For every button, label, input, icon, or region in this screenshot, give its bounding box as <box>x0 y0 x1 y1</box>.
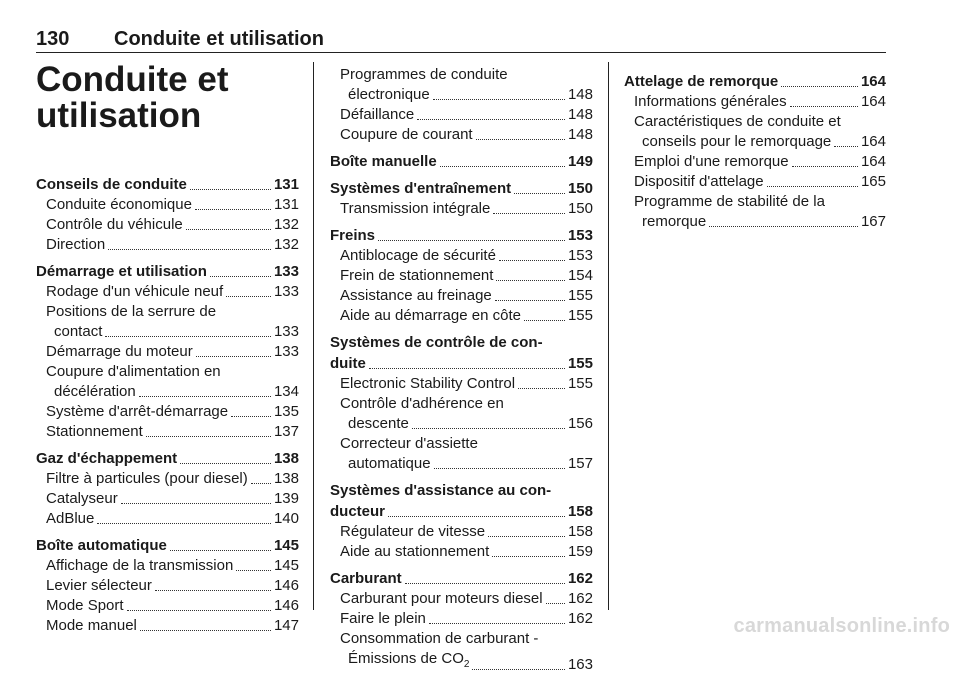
section-title: Boîte manuelle <box>330 153 437 170</box>
entry-title: Carburant pour moteurs diesel <box>340 590 543 607</box>
page-ref: 135 <box>273 403 299 420</box>
section-title: Démarrage et utilisation <box>36 263 207 280</box>
toc-entry[interactable] <box>330 306 593 326</box>
entry-title: Aide au stationnement <box>340 543 490 560</box>
dot-leader <box>146 436 271 437</box>
page-ref: 140 <box>273 510 299 527</box>
entry-title-line[interactable]: Caractéristiques de conduite et <box>634 113 841 130</box>
entry-title: Mode manuel <box>46 617 137 634</box>
dot-leader <box>433 99 565 100</box>
dot-leader <box>499 260 565 261</box>
dot-leader <box>251 483 271 484</box>
toc-entry[interactable] <box>330 414 593 434</box>
entry-title-line[interactable]: Programme de stabilité de la <box>634 193 825 210</box>
page-ref: 158 <box>567 503 593 520</box>
watermark: carmanualsonline.info <box>733 615 950 637</box>
toc-section[interactable] <box>330 353 593 374</box>
dot-leader <box>790 106 858 107</box>
dot-leader <box>231 416 271 417</box>
entry-title: Levier sélecteur <box>46 577 152 594</box>
dot-leader <box>369 368 565 369</box>
dot-leader <box>709 226 858 227</box>
dot-leader <box>210 276 271 277</box>
dot-leader <box>434 468 565 469</box>
dot-leader <box>476 139 565 140</box>
toc-entry[interactable] <box>330 454 593 474</box>
page-ref: 159 <box>567 543 593 560</box>
page-ref: 164 <box>860 133 886 150</box>
page-ref: 164 <box>860 93 886 110</box>
dot-leader <box>108 249 271 250</box>
toc-entry[interactable] <box>36 342 299 362</box>
entry-title: Stationnement <box>46 423 143 440</box>
page-ref: 162 <box>567 570 593 587</box>
page-ref: 162 <box>567 610 593 627</box>
entry-title: Antiblocage de sécurité <box>340 247 496 264</box>
page-ref: 155 <box>567 375 593 392</box>
toc-entry[interactable] <box>36 215 299 235</box>
entry-title: Frein de stationnement <box>340 267 494 284</box>
page-ref: 148 <box>567 86 593 103</box>
toc-section[interactable] <box>330 501 593 522</box>
toc-entry[interactable] <box>624 132 886 152</box>
dot-leader <box>388 516 565 517</box>
dot-leader <box>105 336 271 337</box>
entry-title: Catalyseur <box>46 490 118 507</box>
page-ref: 148 <box>567 126 593 143</box>
page-ref: 167 <box>860 213 886 230</box>
page-ref: 162 <box>567 590 593 607</box>
toc-entry[interactable] <box>330 374 593 394</box>
dot-leader <box>495 300 565 301</box>
dot-leader <box>140 630 271 631</box>
page-ref: 148 <box>567 106 593 123</box>
dot-leader <box>196 356 271 357</box>
subscript: 2 <box>463 659 470 670</box>
toc-entry[interactable] <box>330 85 593 105</box>
page-ref: 137 <box>273 423 299 440</box>
entry-title: descente <box>348 415 409 432</box>
entry-title: décélération <box>54 383 136 400</box>
page-ref: 150 <box>567 180 593 197</box>
page-ref: 134 <box>273 383 299 400</box>
toc-entry[interactable] <box>36 556 299 576</box>
page-ref: 138 <box>273 470 299 487</box>
dot-leader <box>493 213 565 214</box>
entry-title: Système d'arrêt-démarrage <box>46 403 229 420</box>
toc-entry[interactable] <box>330 649 593 675</box>
dot-leader <box>127 610 271 611</box>
section-title: Carburant <box>330 570 402 587</box>
page-ref: 145 <box>273 557 299 574</box>
section-title-line[interactable] <box>330 332 593 353</box>
toc-entry[interactable] <box>624 212 886 232</box>
toc-entry[interactable] <box>624 152 886 172</box>
page-ref: 139 <box>273 490 299 507</box>
toc-entry[interactable] <box>330 522 593 542</box>
toc-entry[interactable] <box>36 469 299 489</box>
entry-title-line[interactable]: Contrôle d'adhérence en <box>340 395 504 412</box>
page-ref: 155 <box>567 307 593 324</box>
page-ref: 138 <box>273 450 299 467</box>
toc-section[interactable] <box>36 261 299 282</box>
entry-title: Filtre à particules (pour diesel) <box>46 470 248 487</box>
page-ref: 155 <box>567 287 593 304</box>
entry-title: remorque <box>642 213 707 230</box>
page-ref: 146 <box>273 597 299 614</box>
section-title: Gaz d'échappement <box>36 450 178 467</box>
section-title: Attelage de remorque <box>624 73 779 90</box>
dot-leader <box>834 146 858 147</box>
page-header <box>36 28 886 50</box>
section-title: Boîte automatique <box>36 537 167 554</box>
dot-leader <box>139 396 271 397</box>
dot-leader <box>514 193 565 194</box>
entry-title: Aide au démarrage en côte <box>340 307 521 324</box>
dot-leader <box>767 186 858 187</box>
dot-leader <box>412 428 565 429</box>
entry-title: Régulateur de vitesse <box>340 523 486 540</box>
toc-entry[interactable] <box>36 489 299 509</box>
page-ref: 153 <box>567 247 593 264</box>
toc-entry[interactable] <box>330 199 593 219</box>
dot-leader <box>378 240 565 241</box>
toc-entry[interactable] <box>36 422 299 442</box>
page-ref: 155 <box>567 355 593 372</box>
page-ref: 158 <box>567 523 593 540</box>
toc-entry[interactable] <box>330 266 593 286</box>
dot-leader <box>97 523 271 524</box>
chapter-title-line2: utilisation <box>36 96 202 135</box>
section-title-line[interactable] <box>330 480 593 501</box>
toc-entry[interactable] <box>36 402 299 422</box>
chapter-title-line1: Conduite et <box>36 60 229 99</box>
toc-entry[interactable] <box>36 322 299 342</box>
entry-title: Assistance au freinage <box>340 287 492 304</box>
page-ref: 133 <box>273 263 299 280</box>
page-ref: 133 <box>273 323 299 340</box>
page-ref: 131 <box>273 196 299 213</box>
entry-title: Faire le plein <box>340 610 426 627</box>
entry-title: automatique <box>348 455 431 472</box>
dot-leader <box>226 296 271 297</box>
toc-entry[interactable] <box>330 125 593 145</box>
entry-title: Informations générales <box>634 93 787 110</box>
page-ref: 164 <box>860 73 886 90</box>
section-title: Systèmes d'entraînement <box>330 180 512 197</box>
toc-entry[interactable] <box>36 282 299 302</box>
chapter-title <box>36 62 299 134</box>
dot-leader <box>170 550 271 551</box>
toc-section[interactable] <box>330 568 593 589</box>
toc-entry[interactable] <box>36 576 299 596</box>
entry-title: Affichage de la transmission <box>46 557 234 574</box>
page-ref: 163 <box>567 656 593 673</box>
page-ref: 154 <box>567 267 593 284</box>
entry-title: Coupure de courant <box>340 126 473 143</box>
entry-title: Contrôle du véhicule <box>46 216 183 233</box>
running-title: Conduite et utilisation <box>114 28 324 50</box>
toc-entry[interactable] <box>330 105 593 125</box>
column-divider-1 <box>313 62 314 610</box>
toc-entry[interactable] <box>36 235 299 255</box>
toc-column-2 <box>330 65 593 675</box>
section-title: Systèmes de contrôle de con- <box>330 334 543 351</box>
dot-leader <box>195 209 271 210</box>
toc-entry[interactable] <box>330 609 593 629</box>
toc-entry[interactable] <box>36 616 299 636</box>
entry-title: Transmission intégrale <box>340 200 491 217</box>
toc-column-1 <box>36 62 299 636</box>
entry-title-line[interactable]: Consommation de carburant - <box>340 630 539 647</box>
entry-title: Démarrage du moteur <box>46 343 193 360</box>
section-title: Freins <box>330 227 376 244</box>
toc-entry[interactable] <box>36 596 299 616</box>
dot-leader <box>429 623 565 624</box>
dot-leader <box>792 166 858 167</box>
page-ref: 147 <box>273 617 299 634</box>
dot-leader <box>155 590 271 591</box>
entry-title-text: Émissions de CO <box>348 650 464 667</box>
column-divider-2 <box>608 62 609 610</box>
page-ref: 132 <box>273 236 299 253</box>
page-ref: 150 <box>567 200 593 217</box>
toc-entry[interactable] <box>36 195 299 215</box>
toc-entry[interactable] <box>624 172 886 192</box>
toc-section[interactable] <box>36 535 299 556</box>
dot-leader <box>524 320 565 321</box>
entry-title-line[interactable]: Coupure d'alimentation en <box>46 363 221 380</box>
entry-title: Rodage d'un véhicule neuf <box>46 283 224 300</box>
toc-section[interactable] <box>36 174 299 195</box>
entry-title: Conduite économique <box>46 196 192 213</box>
section-title: duite <box>330 355 366 372</box>
toc-entry[interactable] <box>36 382 299 402</box>
entry-title-line[interactable]: Programmes de conduite <box>340 66 508 83</box>
page-ref: 164 <box>860 153 886 170</box>
dot-leader <box>440 166 565 167</box>
page-ref: 146 <box>273 577 299 594</box>
section-title: ducteur <box>330 503 386 520</box>
section-title: Conseils de conduite <box>36 176 187 193</box>
dot-leader <box>546 603 565 604</box>
entry-title: AdBlue <box>46 510 95 527</box>
toc-section[interactable] <box>624 71 886 92</box>
dot-leader <box>488 536 565 537</box>
toc-entry[interactable] <box>330 589 593 609</box>
dot-leader <box>518 388 565 389</box>
toc-entry[interactable] <box>36 509 299 529</box>
entry-title: Emploi d'une remorque <box>634 153 789 170</box>
toc-entry[interactable] <box>330 542 593 562</box>
header-rule <box>36 52 886 53</box>
section-title: Systèmes d'assistance au con- <box>330 482 552 499</box>
entry-title-line[interactable]: Correcteur d'assiette <box>340 435 478 452</box>
dot-leader <box>492 556 565 557</box>
entry-title-line[interactable]: Positions de la serrure de <box>46 303 217 320</box>
page-ref: 131 <box>273 176 299 193</box>
entry-title: électronique <box>348 86 430 103</box>
page-ref: 156 <box>567 415 593 432</box>
page-ref: 153 <box>567 227 593 244</box>
dot-leader <box>190 189 271 190</box>
page-ref: 157 <box>567 455 593 472</box>
dot-leader <box>236 570 271 571</box>
page-ref: 149 <box>567 153 593 170</box>
entry-title: contact <box>54 323 103 340</box>
page-ref: 133 <box>273 283 299 300</box>
dot-leader <box>496 280 565 281</box>
toc-section[interactable] <box>330 225 593 246</box>
toc-entry[interactable] <box>330 286 593 306</box>
entry-title <box>348 649 469 675</box>
dot-leader <box>186 229 271 230</box>
dot-leader <box>417 119 565 120</box>
toc-section[interactable] <box>36 448 299 469</box>
entry-title: Mode Sport <box>46 597 124 614</box>
entry-title: Dispositif d'attelage <box>634 173 764 190</box>
entry-title: Electronic Stability Control <box>340 375 516 392</box>
dot-leader <box>405 583 565 584</box>
page-ref: 145 <box>273 537 299 554</box>
page-number: 130 <box>36 28 70 50</box>
page-ref: 165 <box>860 173 886 190</box>
toc-entry[interactable] <box>330 246 593 266</box>
dot-leader <box>781 86 858 87</box>
toc-entry[interactable] <box>624 92 886 112</box>
dot-leader <box>472 669 565 670</box>
toc-column-3 <box>624 71 886 232</box>
toc-section[interactable] <box>330 178 593 199</box>
dot-leader <box>180 463 271 464</box>
entry-title: conseils pour le remorquage <box>642 133 832 150</box>
entry-title: Défaillance <box>340 106 415 123</box>
page-ref: 132 <box>273 216 299 233</box>
page-ref: 133 <box>273 343 299 360</box>
entry-title: Direction <box>46 236 106 253</box>
toc-section[interactable] <box>330 151 593 172</box>
dot-leader <box>121 503 271 504</box>
